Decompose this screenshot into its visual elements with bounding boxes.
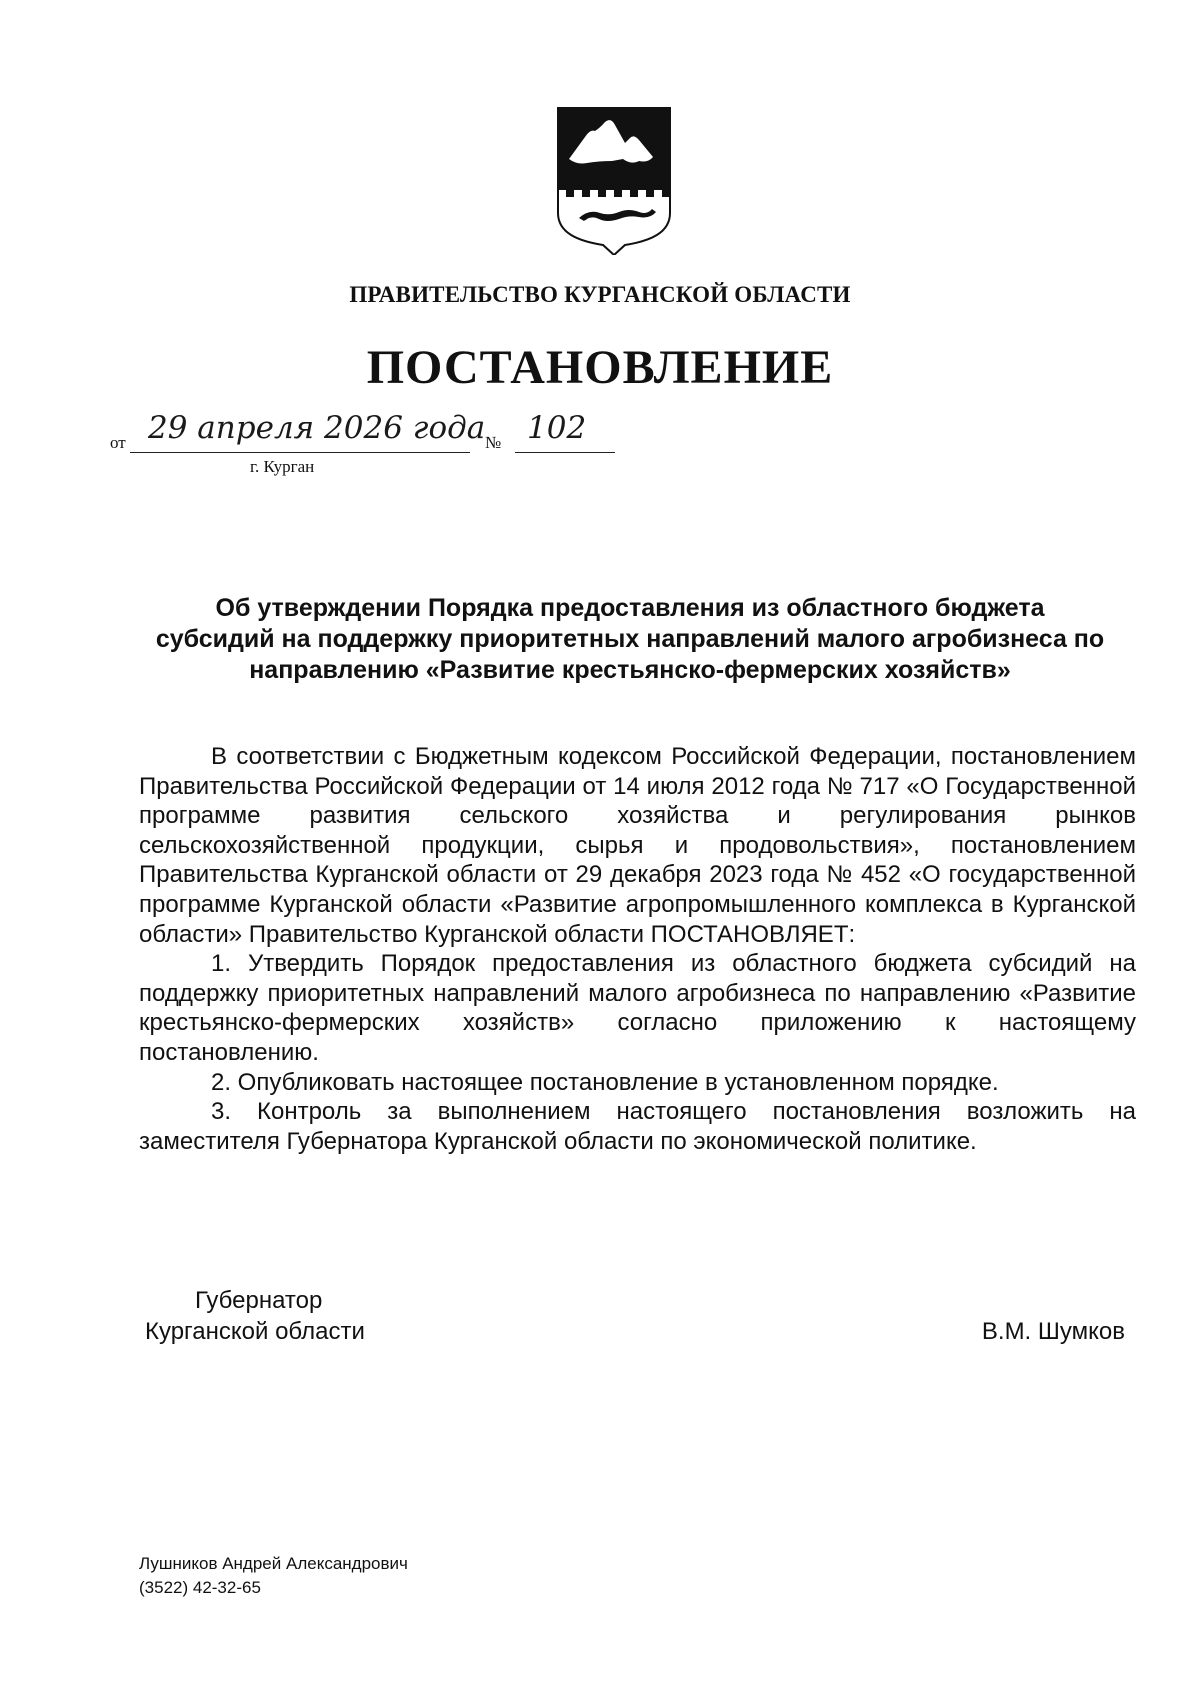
document-title xyxy=(130,593,1130,686)
contact-block xyxy=(139,1552,408,1600)
signatory-position-line-1: Губернатор xyxy=(195,1287,323,1314)
contact-name: Лушников Андрей Александрович xyxy=(139,1554,408,1573)
coat-of-arms-icon xyxy=(555,105,673,255)
contact-phone: (3522) 42-32-65 xyxy=(139,1578,261,1597)
handwritten-number: 102 xyxy=(527,410,587,446)
signatory-position-line-2: Курганской области xyxy=(145,1318,365,1345)
document-body xyxy=(139,742,1136,1156)
signatory-name: В.М. Шумков xyxy=(981,1318,1125,1345)
organization-name: ПРАВИТЕЛЬСТВО КУРГАНСКОЙ ОБЛАСТИ xyxy=(349,282,851,307)
document-type-heading: ПОСТАНОВЛЕНИЕ xyxy=(366,341,834,394)
number-label: № xyxy=(485,433,502,452)
date-underline xyxy=(130,452,470,453)
date-from-label: от xyxy=(110,433,126,452)
resolution-item-3: 3. Контроль за выполнением настоящего постановления возложить на заместителя Губернатора Курганской области по экономической политике. xyxy=(139,1098,1136,1155)
city-label: г. Курган xyxy=(250,457,315,476)
title-line: направлению «Развитие крестьянско-фермерских хозяйств» xyxy=(249,656,1011,684)
handwritten-date: 29 апреля 2026 года xyxy=(148,410,486,446)
preamble-paragraph: В соответствии с Бюджетным кодексом Российской Федерации, постановлением Правительства Российской Федерации от 14 июля 2012 года № 717 «О Государственной программе развития сельского хозяйства и регулирования рынков сельскохозяйственной продукции, сырья и продовольствия», постановлением Правительства Курганской области от 29 декабря 2023 года № 452 «О государственной программе Курганской области «Развитие агропромышленного комплекса в Курганской области» Правительство Курганской области ПОСТАНОВЛЯЕТ: xyxy=(139,743,1136,948)
title-line: субсидий на поддержку приоритетных направлений малого агробизнеса по xyxy=(155,625,1105,653)
resolution-item-1: 1. Утвердить Порядок предоставления из областного бюджета субсидий на поддержку приоритетных направлений малого агробизнеса по направлению «Развитие крестьянско-фермерских хозяйств» согласно приложению к настоящему постановлению. xyxy=(139,950,1136,1066)
resolution-item-2: 2. Опубликовать настоящее постановление в установленном порядке. xyxy=(211,1068,999,1096)
title-line: Об утверждении Порядка предоставления из областного бюджета xyxy=(215,594,1045,622)
number-underline xyxy=(515,452,615,453)
